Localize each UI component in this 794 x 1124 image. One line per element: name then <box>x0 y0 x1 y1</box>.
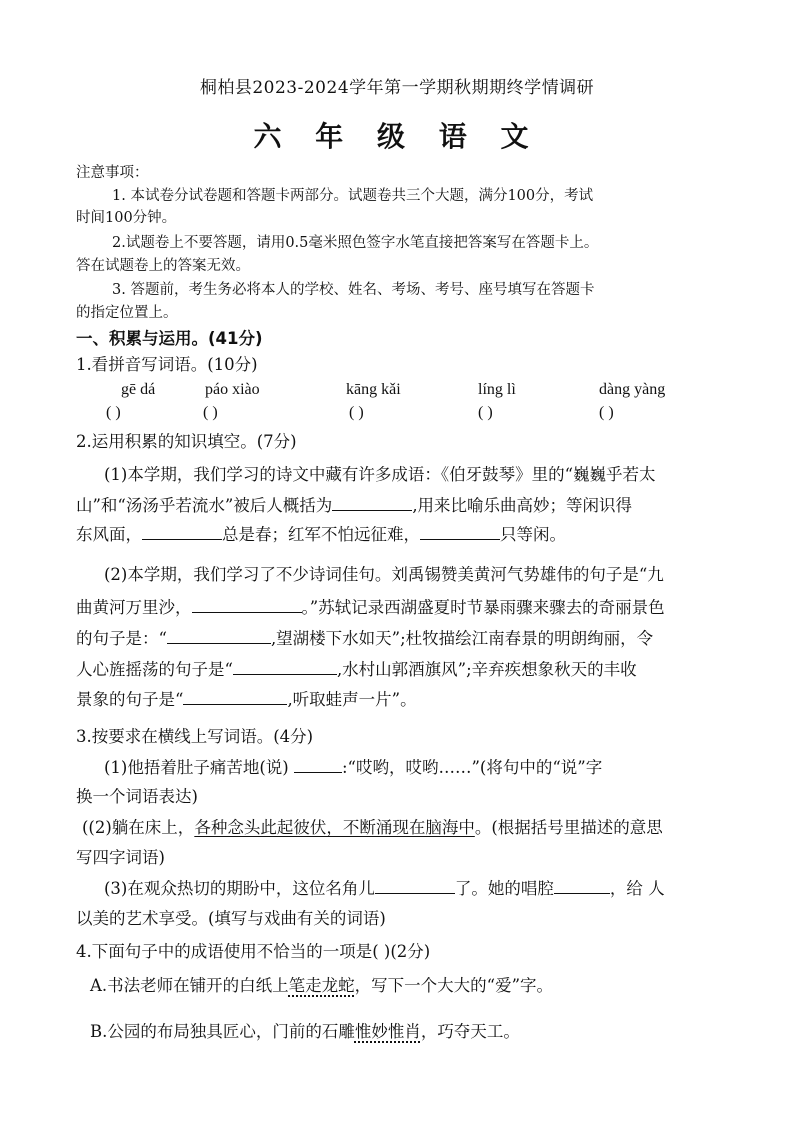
subject-title: 六 年 级 语 文 <box>253 120 541 153</box>
q1-answer-bracket-1[interactable]: ( ) <box>106 404 121 421</box>
q2-p1-line-1: (1)本学期，我们学习的诗文中藏有许多成语：《伯牙鼓琴》里的“巍巍乎若太 <box>104 465 656 484</box>
q2-p2-line-1: (2)本学期，我们学习了不少诗词佳句。刘禹锡赞美黄河气势雄伟的句子是“九 <box>104 565 664 584</box>
q4-option-a[interactable]: A.书法老师在铺开的白纸上笔走龙蛇，写下一个大大的“爱”字。 <box>90 976 554 995</box>
q4-option-b-idiom: 惟妙惟肖 <box>354 1022 421 1041</box>
notice-item-1-line-1: 1. 本试卷分试卷题和答题卡两部分。试题卷共三个大题，满分100分，考试 <box>112 188 594 204</box>
q2-blank-6[interactable] <box>233 659 337 675</box>
notice-item-2-line-1: 2.试题卷上不要答题，请用0.5毫米照色签字水笔直接把答案写在答题卡上。 <box>112 235 599 251</box>
q2-blank-5[interactable] <box>167 628 271 644</box>
q1-pinyin-2: páo xiào <box>205 381 260 398</box>
q2-p2-line-3: 的句子是：“ ,望湖楼下水如天”;杜牧描绘江南春景的明朗绚丽，令 <box>76 629 654 648</box>
q2-p2-line-4: 人心旌摇荡的句子是“ ,水村山郭酒旗风”;辛弃疾想象秋天的丰收 <box>76 660 637 679</box>
q2-blank-7[interactable] <box>183 689 287 705</box>
q1-title: 1.看拼音写词语。(10分) <box>76 355 258 374</box>
q1-answer-bracket-5[interactable]: ( ) <box>599 404 614 421</box>
q3-p1-line-1: (1)他捂着肚子痛苦地(说) :“哎哟，哎哟……”(将句中的“说”字 <box>104 758 603 777</box>
q2-blank-1[interactable] <box>332 495 412 511</box>
q1-answer-bracket-3[interactable]: ( ) <box>349 404 364 421</box>
q1-answer-bracket-4[interactable]: ( ) <box>478 404 493 421</box>
q3-blank-1[interactable] <box>294 757 342 773</box>
notice-item-3-line-2: 的指定位置上。 <box>76 305 178 321</box>
q3-p2-line-2: 写四字词语) <box>76 848 165 867</box>
q4-title: 4.下面句子中的成语使用不恰当的一项是( )(2分) <box>76 942 431 961</box>
q2-p2-line-2: 曲黄河万里沙， 。”苏轼记录西湖盛夏时节暴雨骤来骤去的奇丽景色 <box>76 598 665 617</box>
q3-p1-line-2: 换一个词语表达) <box>76 787 198 806</box>
exam-title: 桐柏县2023-2024学年第一学期秋期期终学情调研 <box>199 78 595 98</box>
q4-option-b[interactable]: B.公园的布局独具匠心，门前的石雕惟妙惟肖，巧夺天工。 <box>90 1022 520 1041</box>
q2-title: 2.运用积累的知识填空。(7分) <box>76 432 297 451</box>
q3-blank-2[interactable] <box>375 878 455 894</box>
q2-blank-2[interactable] <box>142 524 222 540</box>
q2-p2-line-5: 景象的句子是“ ,听取蛙声一片”。 <box>76 690 417 709</box>
q2-blank-4[interactable] <box>192 597 302 613</box>
q2-p1-line-2: 山”和“汤汤乎若流水”被后人概括为 ,用来比喻乐曲高妙；等闲识得 <box>76 496 633 515</box>
q1-pinyin-3: kāng kǎi <box>346 381 401 398</box>
q4-option-a-idiom: 笔走龙蛇 <box>288 976 355 995</box>
q3-title: 3.按要求在横线上写词语。(4分) <box>76 727 314 746</box>
q1-answer-bracket-2[interactable]: ( ) <box>203 404 218 421</box>
q3-p3-line-1: (3)在观众热切的期盼中，这位名角儿 了。她的唱腔 ，给 人 <box>104 879 665 898</box>
notice-item-2-line-2: 答在试题卷上的答案无效。 <box>76 258 250 274</box>
q1-pinyin-5: dàng yàng <box>599 381 666 398</box>
q2-p1-line-3: 东风面， 总是春；红军不怕远征难， 只等闲。 <box>76 525 566 544</box>
notice-heading: 注意事项： <box>76 165 149 181</box>
q1-pinyin-4: líng lì <box>478 381 516 398</box>
q2-blank-3[interactable] <box>420 524 500 540</box>
q3-p2-line-1: ((2)躺在床上，各种念头此起彼伏，不断涌现在脑海中。(根据括号里描述的意思 <box>82 818 663 837</box>
section-1-title: 一、积累与运用。(41分) <box>76 329 263 348</box>
q1-pinyin-1: gē dá <box>121 381 156 398</box>
q3-blank-3[interactable] <box>554 878 610 894</box>
notice-item-3-line-1: 3. 答题前，考生务必将本人的学校、姓名、考场、考号、座号填写在答题卡 <box>112 282 595 298</box>
notice-item-1-line-2: 时间100分钟。 <box>76 210 177 226</box>
q3-p3-line-2: 以美的艺术享受。(填写与戏曲有关的词语) <box>76 909 386 928</box>
q3-underlined-description: 各种念头此起彼伏，不断涌现在脑海中 <box>194 818 475 837</box>
